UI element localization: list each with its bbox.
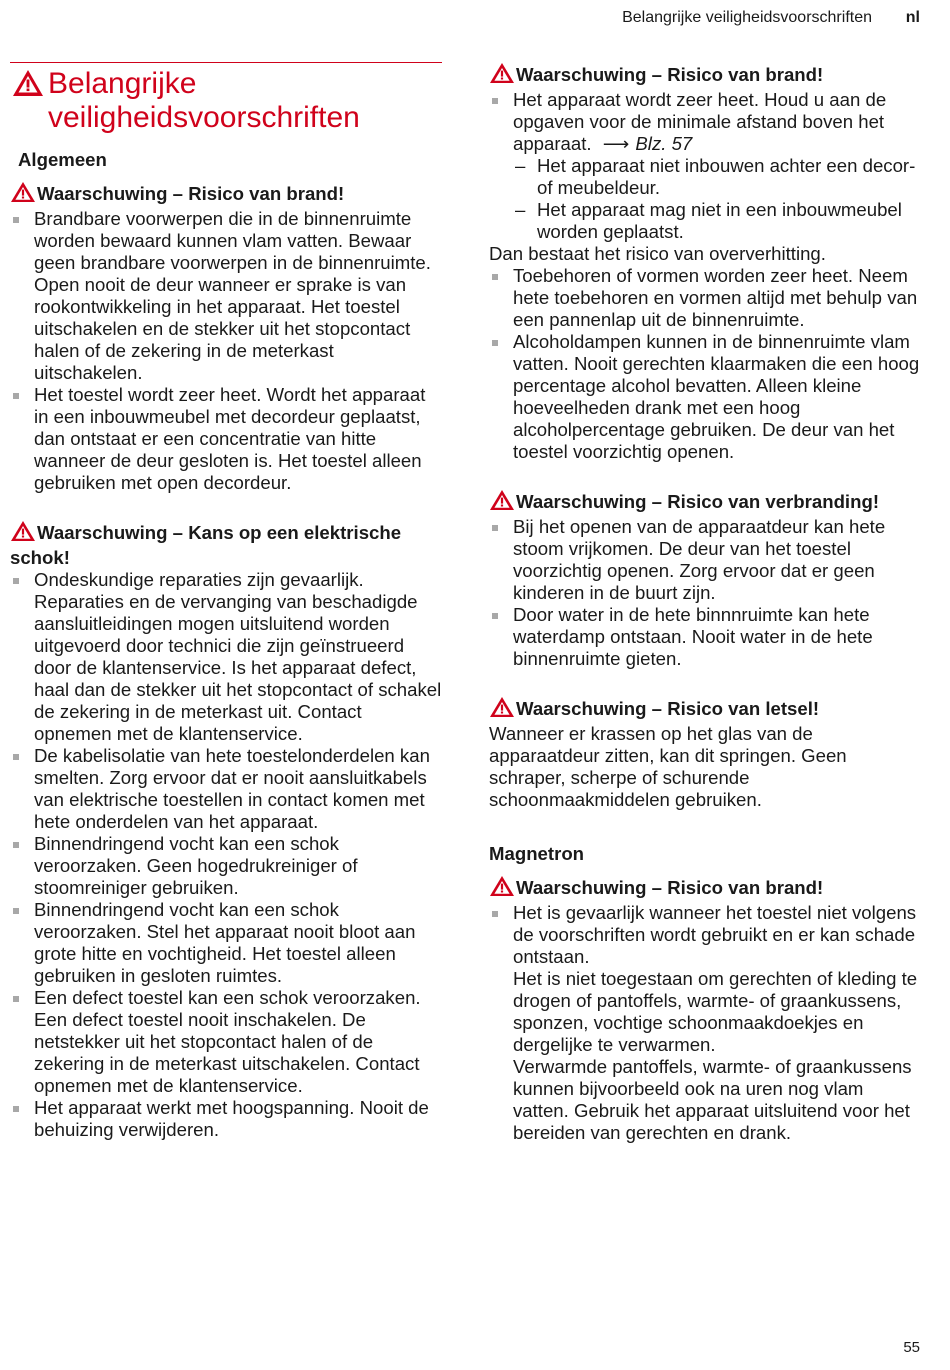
title-line-1: Belangrijke [48, 67, 197, 100]
warning-triangle-icon [489, 62, 515, 89]
warning-heading-burn [489, 489, 921, 516]
list-item: Een defect toestel kan een schok veroorzaken. Een defect toestel nooit inschakelen. De netstekker uit het stopcontact halen of de zekering in de meterkast uitschakelen. Contact opnemen met de klantenservice. [10, 987, 442, 1097]
dash-item: – Het apparaat mag niet in een inbouwmeubel worden geplaatst. [513, 199, 921, 243]
bullet-list [489, 902, 921, 1144]
bullet-list [10, 208, 442, 494]
bullet-list [489, 516, 921, 670]
bullet-list [489, 265, 921, 463]
page-ref-arrow-icon: ⟶ [602, 133, 630, 154]
right-column [489, 62, 921, 1144]
warning-triangle-icon [489, 489, 515, 516]
bullet-list [10, 569, 442, 1141]
warning-triangle-icon [10, 520, 36, 547]
warning-triangle-icon [10, 181, 36, 208]
warning-heading-text: Waarschuwing – Risico van brand! [37, 183, 345, 204]
list-item: Door water in de hete binnnruimte kan hete waterdamp ontstaan. Nooit water in de hete binnenruimte gieten. [489, 604, 921, 670]
section-title-magnetron: Magnetron [489, 843, 585, 864]
warning-heading-fire [10, 181, 442, 208]
page-reference-link[interactable]: Blz. 57 [635, 133, 693, 154]
section-title-algemeen: Algemeen [18, 149, 107, 170]
list-item: Bij het openen van de apparaatdeur kan hete stoom vrijkomen. De deur van het toestel voorzichtig openen. Zorg ervoor dat er geen kinderen in de buurt zijn. [489, 516, 921, 604]
list-item: Toebehoren of vormen worden zeer heet. Neem hete toebehoren en vormen altijd met behulp van een pannenlap uit de binnenruimte. [489, 265, 921, 331]
warning-heading-text: Waarschuwing – Risico van letsel! [516, 698, 820, 719]
list-item: Binnendringend vocht kan een schok veroorzaken. Stel het apparaat nooit bloot aan grote hitte en vochtigheid. Het toestel alleen gebruiken in gesloten ruimtes. [10, 899, 442, 987]
list-item: Het apparaat werkt met hoogspanning. Nooit de behuizing verwijderen. [10, 1097, 442, 1141]
warning-triangle-icon [11, 68, 45, 103]
language-code: nl [905, 9, 920, 26]
left-column [10, 62, 442, 1141]
list-item: Het toestel wordt zeer heet. Wordt het apparaat in een inbouwmeubel met decordeur geplaatst, dan ontstaat er een concentratie van hitte wanneer de deur gesloten is. Het toestel alleen gebruiken met open decordeur. [10, 384, 442, 494]
warning-triangle-icon [489, 875, 515, 902]
list-item-paragraph: Het is niet toegestaan om gerechten of kleding te drogen of pantoffels, warmte- of graankussens, sponzen, vochtige schoonmaakdoekjes en dergelijke te verwarmen. [513, 968, 918, 1055]
list-item-text: Het apparaat wordt zeer heet. Houd u aan de opgaven voor de minimale afstand boven het apparaat. [513, 89, 887, 154]
list-item-paragraph: Het is gevaarlijk wanneer het toestel niet volgens de voorschriften wordt gebruikt en er kan schade ontstaan. [513, 902, 917, 967]
warning-triangle-icon [489, 696, 515, 723]
list-item: Alcoholdampen kunnen in de binnenruimte vlam vatten. Nooit gerechten klaarmaken die een hoog percentage alcohol bevatten. Alleen kleine hoeveelheden drank met een hoog alcoholpercentage gebruiken. De deur van het toestel voorzichtig openen. [489, 331, 921, 463]
bullet-list [489, 89, 921, 243]
list-item: Brandbare voorwerpen die in de binnenruimte worden bewaard kunnen vlam vatten. Bewaar geen brandbare voorwerpen in de binnenruimte. Open nooit de deur wanneer er sprake is van rookontwikkeling in het apparaat. Het toestel uitschakelen en de stekker uit het stopcontact halen of de zekering in de meterkast uitschakelen. [10, 208, 442, 384]
warning-paragraph: Wanneer er krassen op het glas van de apparaatdeur zitten, kan dit springen. Geen schraper, scherpe of schurende schoonmaakmiddelen gebruiken. [489, 723, 847, 810]
list-item-paragraph: Verwarmde pantoffels, warmte- of graankussens kunnen bijvoorbeeld ook na uren nog vlam vatten. Gebruik het apparaat uitsluitend voor het bereiden van gerechten en drank. [513, 1056, 912, 1143]
warning-heading-injury [489, 696, 921, 723]
title-line-2: veiligheidsvoorschriften [48, 101, 360, 134]
list-item [489, 89, 921, 243]
page-number: 55 [903, 1339, 920, 1356]
warning-heading-text: Waarschuwing – Risico van brand! [516, 64, 824, 85]
warning-heading-text: Waarschuwing – Kans op een elektrische schok! [10, 522, 402, 568]
running-header-title: Belangrijke veiligheidsvoorschriften [622, 9, 872, 26]
warning-paragraph: Dan bestaat het risico van oververhitting. [489, 243, 826, 264]
page-title [10, 62, 442, 135]
dash-list [513, 155, 921, 243]
dash-item: – Het apparaat niet inbouwen achter een decor- of meubeldeur. [513, 155, 921, 199]
warning-heading-text: Waarschuwing – Risico van brand! [516, 877, 824, 898]
warning-heading-fire [489, 62, 921, 89]
list-item [489, 902, 921, 1144]
warning-heading-text: Waarschuwing – Risico van verbranding! [516, 491, 880, 512]
warning-heading-electric-shock [10, 520, 442, 569]
list-item: Binnendringend vocht kan een schok veroorzaken. Geen hogedrukreiniger of stoomreiniger gebruiken. [10, 833, 442, 899]
list-item: Ondeskundige reparaties zijn gevaarlijk. Reparaties en de vervanging van beschadigde aansluitleidingen mogen uitsluitend worden uitgevoerd door technici die zijn geïnstrueerd door de klantenservice. Is het apparaat defect, haal dan de stekker uit het stopcontact of schakel de zekering in de meterkast uit. Contact opnemen met de klantenservice. [10, 569, 442, 745]
list-item: De kabelisolatie van hete toestelonderdelen kan smelten. Zorg ervoor dat er nooit aansluitkabels van elektrische toestellen in contact komen met hete onderdelen van het apparaat. [10, 745, 442, 833]
warning-heading-fire [489, 875, 921, 902]
